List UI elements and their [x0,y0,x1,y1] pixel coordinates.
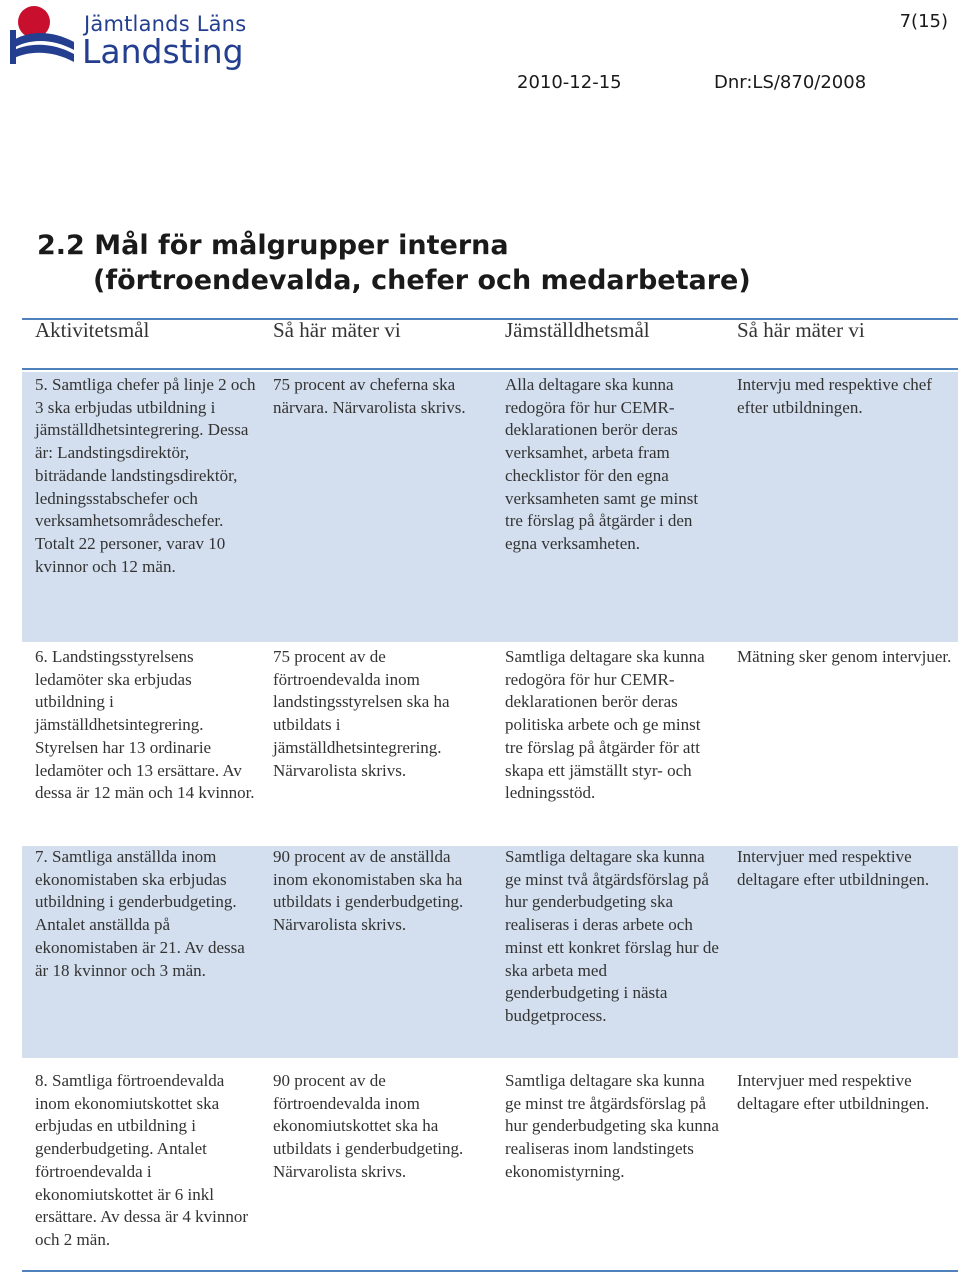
table-row [22,1070,958,1260]
cell-activity: 5. Samtliga chefer på linje 2 och 3 ska erbjudas utbildning i jämställdhetsintegrering. Dessa är: Landstingsdirektör, biträdande landstingsdirektör, ledningsstabschefer och verksamhetsområdeschefer. Totalt 22 personer, varav 10 kvinnor och 12 män. [35,375,256,576]
cell-equality-measure: Intervjuer med respektive deltagare efter utbildningen. [737,1071,930,1113]
document-date: 2010-12-15 [517,72,622,93]
table-bottom-rule [22,1270,958,1272]
logo-text-line1: Jämtlands Läns [84,12,247,36]
logo-text-line2: Landsting [82,32,244,71]
document-reference: Dnr:LS/870/2008 [714,72,867,93]
column-header-equality-goal: Jämställdhetsmål [505,318,650,342]
cell-activity: 8. Samtliga förtroendevalda inom ekonomiutskottet ska erbjudas en utbildning i genderbudgeting. Antalet förtroendevalda i ekonomiutskottet är 6 inkl ersättare. Av dessa är 4 kvinnor och 2 män. [35,1071,249,1249]
cell-measure: 90 procent av de anställda inom ekonomistaben ska ha utbildats i genderbudgeting. Närvarolista skrivs. [273,847,464,935]
column-header-equality-measure: Så här mäter vi [737,318,865,342]
cell-equality-goal: Alla deltagare ska kunna redogöra för hur CEMR-deklarationen berör deras verksamhet, arbeta fram checklistor för den egna verksamheten samt ge minst tre förslag på åtgärder i den egna verksamheten. [505,375,699,553]
section-heading-line2: (förtroendevalda, chefer och medarbetare) [93,265,751,296]
page-number: 7(15) [899,11,948,32]
cell-measure: 90 procent av de förtroendevalda inom ekonomiutskottet ska ha utbildats i genderbudgeting. Närvarolista skrivs. [273,1071,464,1181]
cell-equality-measure: Intervjuer med respektive deltagare efter utbildningen. [737,847,930,889]
cell-equality-goal: Samtliga deltagare ska kunna ge minst tre åtgärdsförslag på hur genderbudgeting ska kunna realiseras inom landstingets ekonomistyrning. [505,1071,719,1181]
column-header-measure: Så här mäter vi [273,318,401,342]
cell-activity: 7. Samtliga anställda inom ekonomistaben ska erbjudas utbildning i genderbudgeting. Antalet anställda på ekonomistaben är 21. Av dessa är 18 kvinnor och 3 män. [35,847,245,980]
table-row [22,372,958,642]
section-heading [37,228,751,298]
table-row [22,644,958,834]
cell-equality-goal: Samtliga deltagare ska kunna redogöra för hur CEMR-deklarationen berör deras politiska arbete och ge minst tre förslag på åtgärder för att skapa ett jämställt styr- och ledningsstöd. [505,647,705,803]
table-row [22,846,958,1058]
cell-measure: 75 procent av de förtroendevalda inom landstingsstyrelsen ska ha utbildats i jämställdhetsintegrering. Närvarolista skrivs. [273,647,450,780]
cell-activity: 6. Landstingsstyrelsens ledamöter ska erbjudas utbildning i jämställdhetsintegrering. Styrelsen har 13 ordinarie ledamöter och 13 ersättare. Av dessa är 12 män och 14 kvinnor. [35,647,255,803]
column-header-activity: Aktivitetsmål [35,318,150,342]
section-heading-line1: 2.2 Mål för målgrupper interna [37,230,509,261]
cell-equality-goal: Samtliga deltagare ska kunna ge minst två åtgärdsförslag på hur genderbudgeting ska realiseras i deras arbete och minst ett konkret förslag hur de ska arbeta med genderbudgeting i nästa budgetprocess. [505,847,719,1025]
table-header [22,318,958,348]
cell-equality-measure: Intervju med respektive chef efter utbildningen. [737,375,932,417]
table-header-rule [22,368,958,370]
landsting-logo [4,2,247,72]
cell-measure: 75 procent av cheferna ska närvara. Närvarolista skrivs. [273,375,466,417]
landsting-logo-icon [4,2,80,70]
cell-equality-measure: Mätning sker genom intervjuer. [737,647,952,666]
